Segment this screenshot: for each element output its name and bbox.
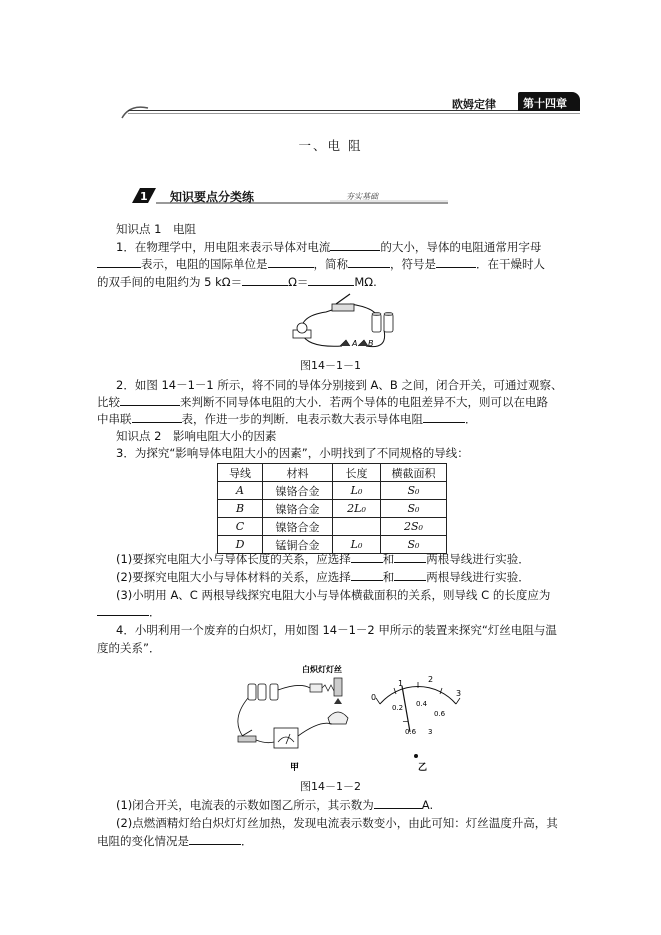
terminal-label: 0.6 bbox=[405, 728, 417, 736]
answer-blank[interactable] bbox=[120, 394, 180, 406]
answer-blank[interactable] bbox=[436, 256, 476, 268]
experiment-figure-14-1-2 bbox=[230, 660, 470, 774]
table-header: 长度 bbox=[333, 464, 381, 482]
table-header: 横截面积 bbox=[381, 464, 447, 482]
q2-line2: 比较 来判断不同导体电阻的大小．若两个导体的电阻差异不大，则可以在电路 bbox=[97, 395, 548, 409]
answer-blank[interactable] bbox=[351, 551, 383, 563]
answer-blank[interactable] bbox=[242, 274, 288, 286]
label-b: B bbox=[368, 339, 374, 348]
scale-bottom-label: 0.4 bbox=[416, 700, 428, 708]
scale-bottom-label: 0.6 bbox=[434, 710, 446, 718]
battery-icon bbox=[372, 312, 393, 332]
table-cell: S₀ bbox=[381, 500, 447, 518]
q4-line2: 度的关系”． bbox=[97, 641, 161, 655]
scale-bottom-label: 0.2 bbox=[392, 704, 404, 712]
wire-spec-table bbox=[217, 463, 447, 554]
table-cell: 锰铜合金 bbox=[263, 536, 333, 554]
header-rule bbox=[128, 110, 580, 111]
q3-intro: 3．为探究“影响导体电阻大小的因素”，小明找到了不同规格的导线： bbox=[116, 446, 469, 460]
answer-blank[interactable] bbox=[330, 239, 380, 251]
section-title: 知识要点分类练 bbox=[170, 190, 255, 204]
scale-top-label: 2 bbox=[428, 675, 434, 684]
header-subject: 欧姆定律 bbox=[452, 98, 496, 111]
knowledge-point-1: 知识点 1 电阻 bbox=[116, 222, 196, 236]
alcohol-lamp-icon bbox=[328, 698, 348, 724]
switch-icon bbox=[238, 730, 256, 742]
table-cell: 2S₀ bbox=[381, 518, 447, 536]
table-cell bbox=[333, 518, 381, 536]
answer-blank[interactable] bbox=[394, 569, 426, 581]
figure-left-label: 甲 bbox=[290, 763, 300, 773]
table-cell: S₀ bbox=[381, 536, 447, 554]
switch-icon bbox=[332, 294, 354, 311]
figure-caption-14-1-1: 图14－1－1 bbox=[300, 359, 361, 372]
answer-blank[interactable] bbox=[97, 256, 141, 268]
battery-icon bbox=[248, 684, 278, 700]
q1-line3: 的双手间的电阻约为 5 kΩ＝ Ω＝ MΩ. bbox=[97, 275, 377, 289]
table-cell: 镍铬合金 bbox=[263, 518, 333, 536]
answer-blank[interactable] bbox=[394, 551, 426, 563]
q3-part3: (3)小明用 A、C 两根导线探究电阻大小与导体横截面积的关系，则导线 C 的长度应为 bbox=[116, 588, 551, 602]
page-title: 一、电 阻 bbox=[298, 138, 363, 153]
q4-part2: (2)点燃酒精灯给白炽灯灯丝加热，发现电流表示数变小，由此可知：灯丝温度升高，其 bbox=[116, 816, 558, 830]
header-chapter: 第十四章 bbox=[523, 97, 567, 110]
table-cell: S₀ bbox=[381, 482, 447, 500]
answer-blank[interactable] bbox=[351, 569, 383, 581]
table-row bbox=[218, 482, 447, 500]
ammeter-dial-icon bbox=[376, 682, 460, 758]
q4-line1: 4．小明利用一个废弃的白炽灯，用如图 14－1－2 甲所示的装置来探究“灯丝电阻与温 bbox=[116, 623, 557, 637]
answer-blank[interactable] bbox=[423, 411, 465, 423]
q3-part1: (1)要探究电阻大小与导体长度的关系，应选择 和 两根导线进行实验． bbox=[116, 552, 530, 566]
ammeter-icon bbox=[274, 728, 298, 748]
answer-blank[interactable] bbox=[189, 833, 241, 845]
circuit-figure-14-1-1 bbox=[288, 290, 406, 356]
table-row bbox=[218, 518, 447, 536]
section-number: 1 bbox=[140, 190, 148, 203]
answer-blank[interactable] bbox=[308, 274, 354, 286]
table-cell: D bbox=[218, 536, 263, 554]
filament-label: 白炽灯灯丝 bbox=[302, 665, 342, 674]
header-rule-secondary bbox=[128, 113, 580, 114]
table-cell: L₀ bbox=[333, 536, 381, 554]
q1-line2: 表示，电阻的国际单位是 ，简称 ，符号是 ．在干燥时人 bbox=[97, 256, 545, 272]
table-row bbox=[218, 500, 447, 518]
table-cell: C bbox=[218, 518, 263, 536]
table-cell: A bbox=[218, 482, 263, 500]
answer-blank[interactable] bbox=[374, 797, 422, 809]
q1-line1: 1．在物理学中，用电阻来表示导体对电流 的大小，导体的电阻通常用字母 bbox=[116, 240, 542, 254]
table-cell: B bbox=[218, 500, 263, 518]
table-cell: 2L₀ bbox=[333, 500, 381, 518]
section-subtitle: 夯实基础 bbox=[346, 192, 378, 201]
table-header-row bbox=[218, 464, 447, 482]
scale-top-label: 0 bbox=[371, 693, 377, 702]
q3-part3-blank: ． bbox=[97, 604, 161, 620]
figure-caption-14-1-2: 图14－1－2 bbox=[300, 780, 361, 793]
scale-top-label: 3 bbox=[456, 689, 462, 698]
q4-part1: (1)闭合开关，电流表的示数如图乙所示，其示数为 A. bbox=[116, 798, 434, 812]
table-cell: 镍铬合金 bbox=[263, 500, 333, 518]
answer-blank[interactable] bbox=[348, 256, 390, 268]
table-cell: 镍铬合金 bbox=[263, 482, 333, 500]
bulb-icon bbox=[293, 323, 311, 338]
terminal-label: 3 bbox=[428, 728, 433, 736]
filament-icon bbox=[310, 678, 342, 696]
figure-right-label: 乙 bbox=[418, 763, 428, 773]
knowledge-point-2: 知识点 2 影响电阻大小的因素 bbox=[116, 429, 277, 443]
table-cell: L₀ bbox=[333, 482, 381, 500]
answer-blank[interactable] bbox=[132, 411, 182, 423]
label-a: A bbox=[352, 339, 358, 348]
table-header: 材料 bbox=[263, 464, 333, 482]
q2-line3: 中串联 表，作进一步的判断．电表示数大表示导体电阻 ． bbox=[97, 412, 477, 426]
terminal-label: − bbox=[402, 717, 409, 726]
scale-top-label: 1 bbox=[398, 679, 404, 688]
q2-line1: 2．如图 14－1－1 所示，将不同的导体分别接到 A、B 之间，闭合开关，可通过观察、 bbox=[116, 378, 563, 392]
q4-part2-cont: 电阻的变化情况是 ． bbox=[97, 834, 253, 848]
answer-blank[interactable] bbox=[268, 256, 314, 268]
answer-blank[interactable] bbox=[97, 604, 149, 616]
table-header: 导线 bbox=[218, 464, 263, 482]
q3-part2: (2)要探究电阻大小与导体材料的关系，应选择 和 两根导线进行实验． bbox=[116, 570, 530, 584]
